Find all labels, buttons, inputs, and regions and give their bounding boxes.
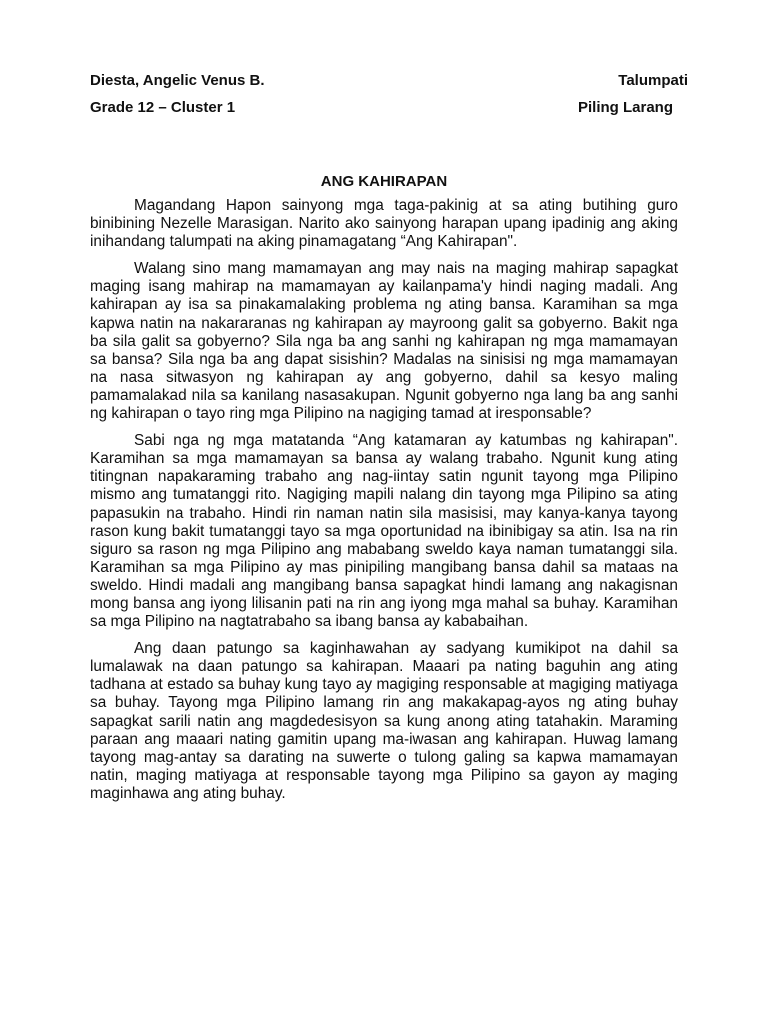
subject-name: Piling Larang (577, 99, 673, 116)
grade-section: Grade 12 – Cluster 1 (90, 99, 236, 116)
document-body (90, 197, 678, 812)
author-name: Diesta, Angelic Venus B. (90, 72, 265, 89)
paragraph-1: Magandang Hapon sainyong mga taga-pakinig at sa ating butihing guro binibining Nezelle Marasigan. Narito ako sainyong harapan upang ipadinig ang aking inihandang talumpati na aking pinamagatang “Ang Kahirapan". (90, 197, 678, 251)
paragraph-3: Sabi nga ng mga matatanda “Ang katamaran ay katumbas ng kahirapan". Karamihan sa mga mamamayan sa bansa ay walang trabaho. Ngunit kung ating titingnan napakaraming trabaho ang nag-iintay satin ngunit tayong mga Pilipino mismo ang tumatanggi rito. Nagiging mapili nalang din tayong mga Pilipino sa ating papasukin na trabaho. Hindi rin naman natin sila masisisi, may kanya-kanya tayong rason kung bakit tumatanggi tayo sa mga oportunidad na ibinibigay sa atin. Isa na rin siguro sa rason ng mga Pilipino ang mababang sweldo kaya naman tumatanggi sila. Karamihan sa mga Pilipino ay mas pinipiling mangibang bansa dahil sa mataas na sweldo. Hindi madali ang mangibang bansa sapagkat hindi lamang ang nakagisnan mong bansa ang iyong lilisanin pati na rin ang iyong mga mahal sa buhay. Karamihan sa mga Pilipino na nagtatrabaho sa ibang bansa ay kababaihan. (90, 432, 678, 631)
paragraph-4: Ang daan patungo sa kaginhawahan ay sadyang kumikipot na dahil sa lumalawak na daan patungo sa kahirapan. Maaari pa nating baguhin ang ating tadhana at estado sa buhay kung tayo ay magiging responsable at magiging matiyaga sa buhay. Tayong mga Pilipino lamang rin ang makakapag-ayos ng ating buhay sapagkat sarili natin ang magdedesisyon sa kung anong ating tatahakin. Maraming paraan ang maaari nating gamitin upang ma-iwasan ang kahirapan. Huwag lamang tayong mag-antay sa darating na suwerte o tulong galing sa kapwa mamamayan natin, maging matiyaga at responsable tayong mga Pilipino sa gayon ay maging maginhawa ang ating buhay. (90, 640, 678, 802)
document-type: Talumpati (618, 72, 688, 89)
paragraph-2: Walang sino mang mamamayan ang may nais na maging mahirap sapagkat maging isang mahirap na mamamayan ay kailanpama'y hindi naging madali. Ang kahirapan ay isa sa pinakamalaking problema ng ating bansa. Karamihan sa mga kapwa natin na nakararanas ng kahirapan ay mayroong galit sa gobyerno. Bakit nga ba sila galit sa gobyerno? Sila nga ba ang sanhi ng kahirapan ng mga mamamayan sa bansa? Sila nga ba ang dapat sisishin? Madalas na sinisisi ng mga mamamayan na nasa sitwasyon ng kahirapan ay ang gobyerno, dahil sa kesyo maling pamamalakad nila sa kanilang nasasakupan. Ngunit gobyerno nga lang ba ang sanhi ng kahirapan o tayo ring mga Pilipino na nagiging tamad at iresponsable? (90, 260, 678, 423)
document-title: ANG KAHIRAPAN (320, 173, 448, 190)
